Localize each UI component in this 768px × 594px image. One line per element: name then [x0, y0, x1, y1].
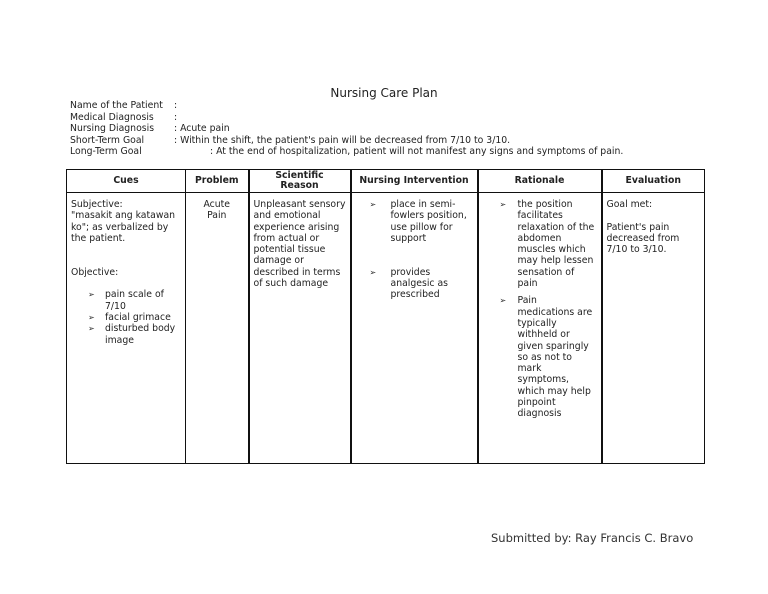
meta-label: Name of the Patient — [70, 100, 163, 111]
table-row — [67, 193, 705, 464]
meta-label: Medical Diagnosis — [70, 111, 154, 123]
arrow-bullet-icon: ➢ — [88, 324, 95, 334]
meta-label: Nursing Diagnosis — [70, 123, 155, 135]
subjective-text: "masakit ang katawan ko"; as verbalized by the patient. — [71, 210, 176, 244]
cell-scientific-reason — [249, 193, 351, 464]
meta-value: : — [174, 111, 178, 123]
rationale-item: the position facilitates relaxation of the abdomen muscles which may help lessen sensation of pain — [517, 199, 595, 290]
header-problem: Problem — [186, 170, 249, 193]
cell-cues — [67, 193, 186, 464]
submitted-by: Submitted by: Ray Francis C. Bravo — [491, 531, 694, 545]
arrow-bullet-icon: ➢ — [369, 267, 377, 277]
cell-rationale — [478, 193, 602, 464]
arrow-bullet-icon: ➢ — [88, 312, 95, 322]
arrow-bullet-icon: ➢ — [499, 296, 507, 306]
cell-nursing-intervention — [351, 193, 478, 464]
header-nursing-intervention: Nursing Intervention — [351, 170, 478, 193]
intervention-item: provides analgesic as prescribed — [390, 266, 449, 301]
list-item — [500, 199, 595, 289]
list-item — [88, 289, 182, 312]
cell-problem — [186, 193, 249, 464]
arrow-bullet-icon: ➢ — [88, 290, 95, 300]
evaluation-line1: Goal met: — [606, 199, 653, 210]
rationale-item: Pain medications are typically withheld or given sparingly so as not to mark symptoms, which may help pinpoint diagnosis — [517, 295, 593, 420]
header-evaluation: Evaluation — [602, 170, 705, 193]
problem-text: Acute Pain — [203, 199, 231, 222]
evaluation-line2: Patient's pain decreased from 7/10 to 3/10. — [606, 221, 680, 256]
care-plan-table — [66, 169, 705, 464]
arrow-bullet-icon: ➢ — [499, 200, 507, 209]
objective-item: facial grimace — [105, 311, 171, 323]
header-cues: Cues — [67, 170, 186, 193]
header-scientific-reason: Scientific Reason — [249, 170, 351, 193]
objective-item: pain scale of 7/10 — [105, 289, 164, 312]
list-item — [500, 295, 595, 419]
list-item — [88, 323, 182, 346]
subjective-label: Subjective: — [71, 199, 123, 210]
page-title: Nursing Care Plan — [330, 86, 438, 100]
header-rationale: Rationale — [478, 170, 602, 193]
list-item — [370, 199, 471, 244]
list-item — [88, 312, 182, 323]
scientific-reason-text: Unpleasant sensory and emotional experience arising from actual or potential tissue damage or described in terms of such damage — [253, 199, 346, 290]
meta-value: : Within the shift, the patient's pain will be decreased from 7/10 to 3/10. — [174, 134, 511, 146]
arrow-bullet-icon: ➢ — [369, 200, 377, 209]
cell-evaluation — [602, 193, 705, 464]
table-header-row — [67, 170, 705, 193]
meta-value: : At the end of hospitalization, patient will not manifest any signs and symptoms of pain. — [210, 146, 624, 158]
objective-label: Objective: — [71, 266, 119, 278]
intervention-item: place in semi-fowlers position, use pillow for support — [390, 199, 467, 244]
list-item — [370, 267, 471, 301]
meta-label: Long-Term Goal — [70, 146, 142, 158]
objective-item: disturbed body image — [105, 323, 176, 346]
meta-label: Short-Term Goal — [70, 134, 145, 146]
meta-value: : — [174, 100, 178, 111]
meta-value: : Acute pain — [174, 123, 230, 135]
